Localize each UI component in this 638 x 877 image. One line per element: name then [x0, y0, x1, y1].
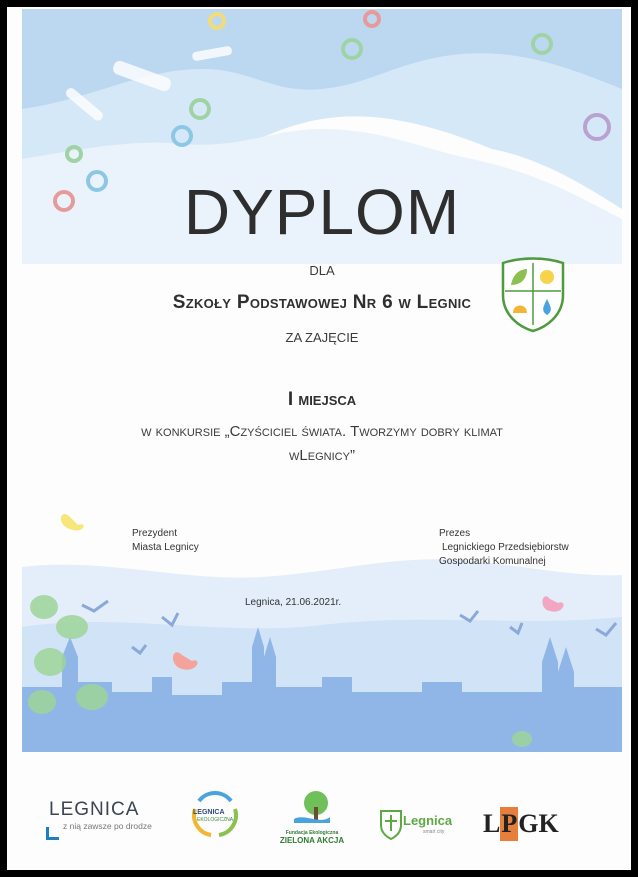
signature-president	[132, 527, 199, 555]
foundation-logo	[277, 789, 347, 845]
legnica-logo-tagline: z nią zawsze po drodze	[63, 821, 152, 831]
foundation-line-2: ZIELONA AKCJA	[279, 836, 345, 845]
place-date: Legnica, 21.06.2021r.	[245, 597, 342, 608]
smart-city-logo	[379, 807, 469, 847]
foundation-line-1: Fundacja Ekologiczna	[285, 830, 339, 836]
contest-line-2: wLegnicy”	[289, 447, 355, 464]
president-org: Miasta Legnicy	[132, 542, 199, 553]
contest-line-1: w konkursie „Czyściciel świata. Tworzymy dobry klimat	[141, 423, 503, 440]
lpgk-letters-gk: GK	[518, 809, 559, 838]
lpgk-logo	[483, 807, 559, 841]
chairman-org-line-2: Gospodarki Komunalnej	[439, 556, 546, 567]
eco-logo-word: LEGNICA	[193, 809, 225, 816]
for-label: DLA	[309, 263, 335, 278]
contest-name	[7, 420, 631, 468]
recipient-name: Szkoły Podstawowej Nr 6 w Legnic	[172, 292, 472, 313]
award-intro: ZA ZAJĘCIE	[285, 330, 359, 345]
smart-city-word: Legnica	[403, 813, 453, 828]
tree-icon	[292, 789, 332, 825]
legnica-logo	[49, 799, 152, 831]
legnica-logo-word: LEGNICA	[49, 799, 140, 820]
legnica-eco-logo	[185, 789, 245, 841]
eco-shield-icon	[499, 255, 567, 333]
chairman-role: Prezes	[439, 528, 471, 539]
legnica-bracket-icon	[46, 827, 59, 840]
signature-chairman	[439, 527, 569, 569]
lpgk-letter-p: P	[500, 807, 518, 841]
eco-logo-sub: EKOLOGICZNA	[197, 817, 234, 823]
diploma-sheet	[7, 7, 631, 870]
chairman-org-line-1: Legnickiego Przedsiębiorstw	[442, 542, 569, 553]
smart-city-sub: smart city	[423, 829, 445, 835]
sponsor-logos	[7, 787, 631, 857]
awarded-place: I miejsca	[287, 389, 357, 410]
president-role: Prezydent	[132, 528, 178, 539]
diploma-title: DYPLOM	[183, 176, 461, 248]
crest-icon	[379, 807, 403, 841]
lpgk-letter-l: L	[483, 809, 501, 838]
